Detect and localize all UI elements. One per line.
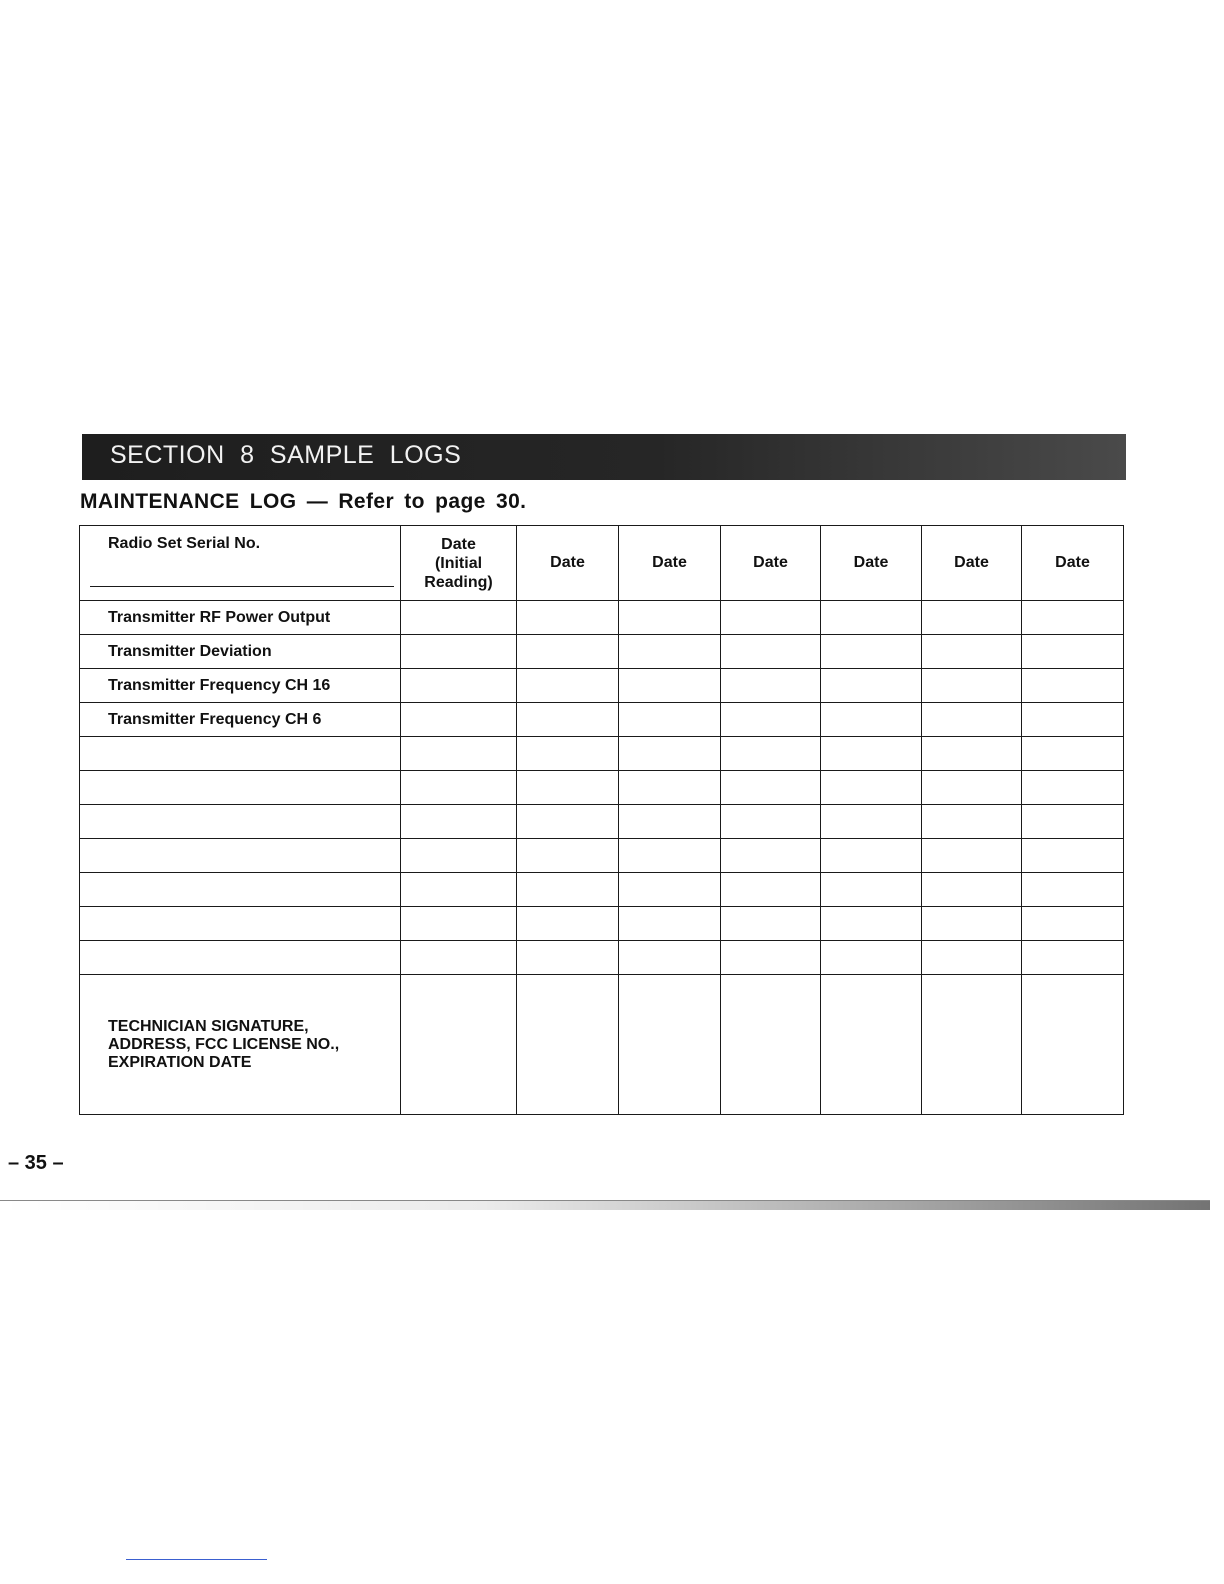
table-row [80,941,1124,975]
log-entry-cell[interactable] [517,669,619,703]
row-label: Transmitter Frequency CH 16 [80,669,401,703]
log-entry-cell[interactable] [401,907,517,941]
table-row [80,771,1124,805]
log-entry-cell[interactable] [721,601,821,635]
row-label: Transmitter Frequency CH 6 [80,703,401,737]
row-label[interactable] [80,771,401,805]
signature-cell[interactable] [517,975,619,1115]
log-entry-cell[interactable] [1022,941,1124,975]
date-header: Date [922,526,1022,601]
serial-number-label: Radio Set Serial No. [108,535,261,552]
log-entry-cell[interactable] [821,873,922,907]
log-entry-cell[interactable] [401,839,517,873]
table-row [80,669,1124,703]
log-entry-cell[interactable] [1022,805,1124,839]
table-row [80,839,1124,873]
serial-number-blank [90,586,394,587]
log-entry-cell[interactable] [619,635,721,669]
row-label[interactable] [80,737,401,771]
log-entry-cell[interactable] [721,941,821,975]
log-entry-cell[interactable] [721,635,821,669]
log-entry-cell[interactable] [619,873,721,907]
log-entry-cell[interactable] [619,737,721,771]
row-label[interactable] [80,805,401,839]
log-entry-cell[interactable] [721,907,821,941]
log-entry-cell[interactable] [619,601,721,635]
technician-label-line: TECHNICIAN SIGNATURE, [108,1017,309,1035]
initial-date-header [401,526,517,601]
initial-date-line: Date [441,535,476,553]
initial-date-line: Reading) [424,573,493,591]
log-entry-cell[interactable] [922,737,1022,771]
log-entry-cell[interactable] [922,805,1022,839]
signature-cell[interactable] [721,975,821,1115]
log-entry-cell[interactable] [721,873,821,907]
initial-date-line: (Initial [434,554,483,572]
log-entry-cell[interactable] [721,703,821,737]
signature-cell[interactable] [922,975,1022,1115]
table-row [80,737,1124,771]
log-entry-cell[interactable] [401,635,517,669]
log-entry-cell[interactable] [821,703,922,737]
log-entry-cell[interactable] [821,941,922,975]
log-entry-cell[interactable] [619,941,721,975]
log-entry-cell[interactable] [517,873,619,907]
log-subtitle: MAINTENANCE LOG — Refer to page 30. [80,490,527,513]
log-entry-cell[interactable] [922,907,1022,941]
log-entry-cell[interactable] [922,601,1022,635]
log-entry-cell[interactable] [517,839,619,873]
table-row [80,703,1124,737]
log-entry-cell[interactable] [1022,771,1124,805]
page-number: – 35 – [8,1152,64,1174]
log-entry-cell[interactable] [401,873,517,907]
signature-cell[interactable] [619,975,721,1115]
log-entry-cell[interactable] [517,805,619,839]
log-entry-cell[interactable] [922,873,1022,907]
row-label[interactable] [80,839,401,873]
log-entry-cell[interactable] [401,601,517,635]
log-entry-cell[interactable] [619,805,721,839]
log-entry-cell[interactable] [401,703,517,737]
table-row [80,601,1124,635]
log-entry-cell[interactable] [922,839,1022,873]
technician-label [80,975,401,1115]
log-entry-cell[interactable] [401,941,517,975]
table-row [80,907,1124,941]
row-label: Transmitter RF Power Output [80,601,401,635]
log-entry-cell[interactable] [821,839,922,873]
log-entry-cell[interactable] [517,737,619,771]
table-header-row [80,526,1124,601]
log-entry-cell[interactable] [721,669,821,703]
log-entry-cell[interactable] [1022,839,1124,873]
row-label[interactable] [80,873,401,907]
row-label[interactable] [80,907,401,941]
log-entry-cell[interactable] [821,907,922,941]
log-entry-cell[interactable] [1022,635,1124,669]
log-entry-cell[interactable] [401,805,517,839]
scan-edge-shading [0,1200,1210,1210]
log-entry-cell[interactable] [401,771,517,805]
footnote-rule [126,1559,267,1560]
row-label: Transmitter Deviation [80,635,401,669]
log-entry-cell[interactable] [721,805,821,839]
technician-row [80,975,1124,1115]
technician-label-line: EXPIRATION DATE [108,1053,252,1071]
table-row [80,635,1124,669]
log-entry-cell[interactable] [721,771,821,805]
maintenance-log-table [79,525,1124,1115]
log-entry-cell[interactable] [517,771,619,805]
log-entry-cell[interactable] [922,771,1022,805]
log-entry-cell[interactable] [721,737,821,771]
bottom-rule [0,1200,1210,1201]
log-entry-cell[interactable] [922,941,1022,975]
log-entry-cell[interactable] [517,635,619,669]
log-entry-cell[interactable] [821,771,922,805]
signature-cell[interactable] [401,975,517,1115]
log-entry-cell[interactable] [1022,669,1124,703]
date-header: Date [821,526,922,601]
log-entry-cell[interactable] [619,669,721,703]
date-header: Date [517,526,619,601]
table-row [80,805,1124,839]
log-entry-cell[interactable] [922,703,1022,737]
log-entry-cell[interactable] [1022,907,1124,941]
log-entry-cell[interactable] [1022,703,1124,737]
log-entry-cell[interactable] [1022,873,1124,907]
log-entry-cell[interactable] [922,635,1022,669]
signature-cell[interactable] [1022,975,1124,1115]
log-entry-cell[interactable] [517,703,619,737]
date-header: Date [619,526,721,601]
row-label[interactable] [80,941,401,975]
section-title: SECTION 8 SAMPLE LOGS [110,441,462,469]
log-entry-cell[interactable] [821,669,922,703]
log-entry-cell[interactable] [517,907,619,941]
log-entry-cell[interactable] [619,839,721,873]
date-header: Date [1022,526,1124,601]
table-row [80,873,1124,907]
log-entry-cell[interactable] [821,805,922,839]
log-entry-cell[interactable] [922,669,1022,703]
log-entry-cell[interactable] [517,601,619,635]
serial-number-cell[interactable] [80,526,401,601]
log-entry-cell[interactable] [821,737,922,771]
log-entry-cell[interactable] [619,907,721,941]
log-entry-cell[interactable] [821,635,922,669]
section-banner [82,434,1126,480]
technician-label-line: ADDRESS, FCC LICENSE NO., [108,1035,340,1053]
table-body [80,601,1124,975]
log-entry-cell[interactable] [401,669,517,703]
log-entry-cell[interactable] [401,737,517,771]
date-header: Date [721,526,821,601]
log-entry-cell[interactable] [821,601,922,635]
log-entry-cell[interactable] [517,941,619,975]
log-entry-cell[interactable] [1022,737,1124,771]
log-entry-cell[interactable] [619,703,721,737]
log-entry-cell[interactable] [721,839,821,873]
log-entry-cell[interactable] [619,771,721,805]
signature-cell[interactable] [821,975,922,1115]
log-entry-cell[interactable] [1022,601,1124,635]
